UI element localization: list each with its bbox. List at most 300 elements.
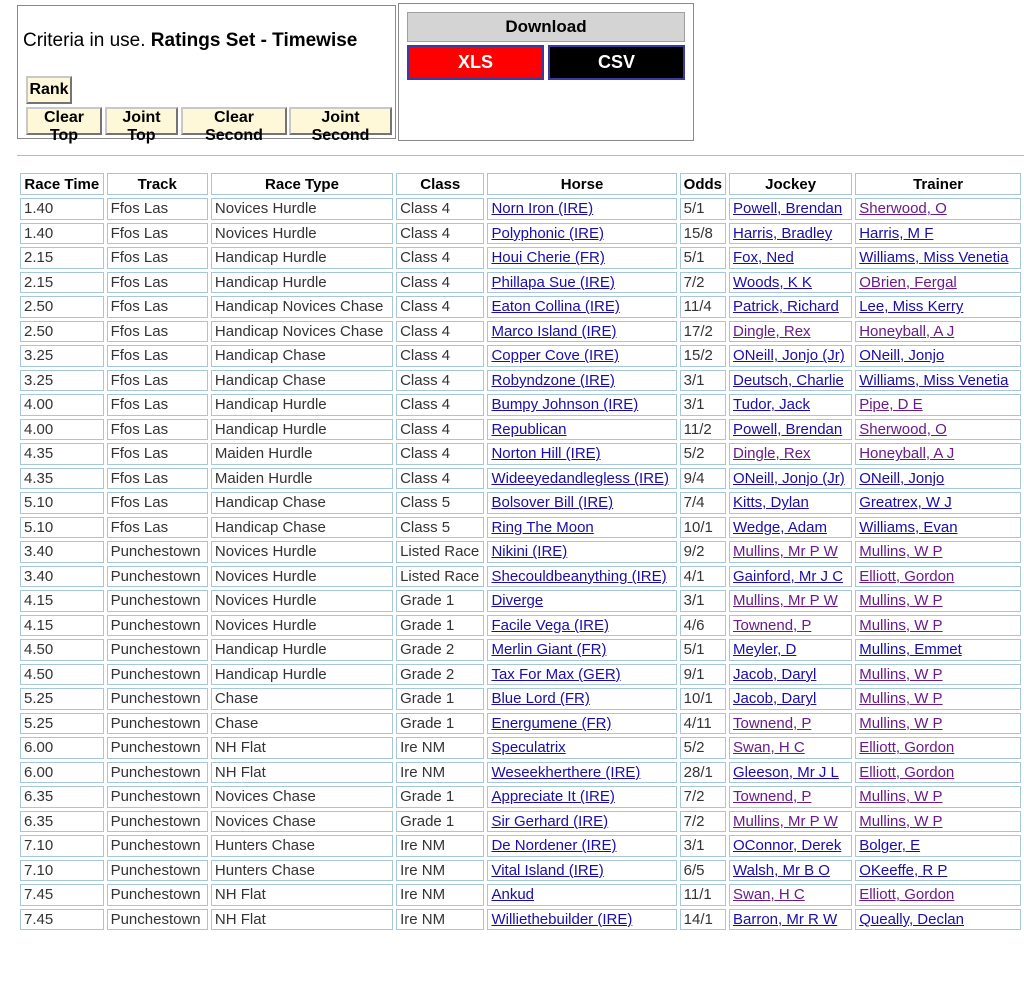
race-type-cell: Hunters Chase <box>211 835 393 857</box>
trainer-cell <box>855 884 1021 906</box>
trainer-link[interactable]: Mullins, W P <box>859 690 943 708</box>
table-row <box>20 566 1021 588</box>
jockey-cell <box>729 272 852 294</box>
trainer-link[interactable]: Mullins, W P <box>859 665 943 683</box>
trainer-link[interactable]: Mullins, W P <box>859 616 943 634</box>
trainer-link[interactable]: OBrien, Fergal <box>859 273 957 291</box>
jockey-cell <box>729 247 852 269</box>
race-type-cell: Chase <box>211 713 393 735</box>
track-cell: Ffos Las <box>107 517 208 539</box>
jockey-link[interactable]: Deutsch, Charlie <box>733 371 844 389</box>
race-time-cell: 5.25 <box>20 713 104 735</box>
class-cell: Ire NM <box>396 835 484 857</box>
horse-link[interactable]: Shecouldbeanything (IRE) <box>491 567 667 585</box>
horse-cell <box>487 443 676 465</box>
trainer-cell <box>855 198 1021 220</box>
jockey-link[interactable]: Patrick, Richard <box>733 298 839 316</box>
table-row <box>20 272 1021 294</box>
jockey-link[interactable]: Mullins, Mr P W <box>733 592 838 610</box>
race-type-cell: Handicap Chase <box>211 345 393 367</box>
trainer-link[interactable]: Williams, Evan <box>859 518 958 536</box>
odds-cell: 5/1 <box>680 639 726 661</box>
race-time-cell: 4.00 <box>20 394 104 416</box>
track-cell: Ffos Las <box>107 345 208 367</box>
jockey-cell <box>729 590 852 612</box>
race-time-cell: 1.40 <box>20 198 104 220</box>
horse-cell <box>487 296 676 318</box>
horse-link[interactable]: Appreciate It (IRE) <box>491 788 615 806</box>
trainer-cell <box>855 762 1021 784</box>
horse-cell <box>487 664 676 686</box>
track-cell: Ffos Las <box>107 272 208 294</box>
jockey-cell <box>729 860 852 882</box>
race-type-cell: Handicap Hurdle <box>211 664 393 686</box>
race-type-cell: Handicap Novices Chase <box>211 321 393 343</box>
trainer-cell <box>855 370 1021 392</box>
horse-link[interactable]: Bumpy Johnson (IRE) <box>491 396 639 414</box>
trainer-link[interactable]: Lee, Miss Kerry <box>859 298 964 316</box>
horse-link[interactable]: Ring The Moon <box>491 518 594 536</box>
jockey-cell <box>729 688 852 710</box>
trainer-cell <box>855 664 1021 686</box>
class-cell: Class 4 <box>396 394 484 416</box>
horse-link[interactable]: Nikini (IRE) <box>491 543 568 561</box>
horse-link[interactable]: Norton Hill (IRE) <box>491 445 601 463</box>
class-cell: Class 4 <box>396 345 484 367</box>
jockey-link[interactable]: Townend, P <box>733 616 812 634</box>
race-type-cell: Handicap Chase <box>211 492 393 514</box>
csv-download-button[interactable]: CSV <box>548 45 685 80</box>
trainer-link[interactable]: Mullins, W P <box>859 788 943 806</box>
jockey-link[interactable]: ONeill, Jonjo (Jr) <box>733 347 845 365</box>
trainer-link[interactable]: Mullins, W P <box>859 592 943 610</box>
track-cell: Punchestown <box>107 884 208 906</box>
jockey-link[interactable]: Townend, P <box>733 714 812 732</box>
class-cell: Ire NM <box>396 909 484 931</box>
race-type-cell: Chase <box>211 688 393 710</box>
jockey-link[interactable]: ONeill, Jonjo (Jr) <box>733 469 845 487</box>
horse-link[interactable]: Houi Cherie (FR) <box>491 249 605 267</box>
jockey-link[interactable]: Meyler, D <box>733 641 797 659</box>
trainer-link[interactable]: Honeyball, A J <box>859 445 955 463</box>
track-cell: Punchestown <box>107 786 208 808</box>
trainer-cell <box>855 272 1021 294</box>
horse-cell <box>487 468 676 490</box>
class-cell: Class 4 <box>396 223 484 245</box>
jockey-link[interactable]: Fox, Ned <box>733 249 794 267</box>
jockey-cell <box>729 443 852 465</box>
race-time-cell: 3.40 <box>20 566 104 588</box>
race-time-cell: 5.25 <box>20 688 104 710</box>
class-cell: Ire NM <box>396 860 484 882</box>
table-row <box>20 345 1021 367</box>
clear-second-button[interactable]: Clear Second <box>181 107 287 135</box>
trainer-link[interactable]: Mullins, W P <box>859 812 943 830</box>
horse-cell <box>487 909 676 931</box>
jockey-link[interactable]: Woods, K K <box>733 273 812 291</box>
track-cell: Punchestown <box>107 664 208 686</box>
trainer-cell <box>855 590 1021 612</box>
table-row <box>20 909 1021 931</box>
trainer-link[interactable]: Honeyball, A J <box>859 322 955 340</box>
odds-cell: 4/6 <box>680 615 726 637</box>
jockey-link[interactable]: OConnor, Derek <box>733 837 842 855</box>
table-row <box>20 492 1021 514</box>
race-time-cell: 3.25 <box>20 345 104 367</box>
jockey-cell <box>729 517 852 539</box>
table-row <box>20 811 1021 833</box>
race-type-cell: NH Flat <box>211 737 393 759</box>
jockey-link[interactable]: Townend, P <box>733 788 812 806</box>
trainer-cell <box>855 345 1021 367</box>
horse-cell <box>487 737 676 759</box>
horse-cell <box>487 247 676 269</box>
horse-link[interactable]: Ankud <box>491 886 535 904</box>
table-row <box>20 615 1021 637</box>
rank-button[interactable]: Rank <box>26 76 72 104</box>
race-time-cell: 1.40 <box>20 223 104 245</box>
jockey-link[interactable]: Tudor, Jack <box>733 396 810 414</box>
race-type-cell: Novices Hurdle <box>211 615 393 637</box>
odds-cell: 11/2 <box>680 419 726 441</box>
trainer-cell <box>855 713 1021 735</box>
odds-cell: 9/2 <box>680 541 726 563</box>
table-row <box>20 713 1021 735</box>
odds-cell: 11/1 <box>680 884 726 906</box>
jockey-link[interactable]: Jacob, Daryl <box>733 665 817 683</box>
class-cell: Class 5 <box>396 517 484 539</box>
race-time-cell: 7.10 <box>20 835 104 857</box>
horse-cell <box>487 517 676 539</box>
table-row <box>20 198 1021 220</box>
jockey-cell <box>729 345 852 367</box>
divider <box>17 155 1024 156</box>
clear-top-button[interactable]: Clear Top <box>26 107 102 135</box>
horse-link[interactable]: Merlin Giant (FR) <box>491 641 607 659</box>
trainer-link[interactable]: Mullins, W P <box>859 714 943 732</box>
xls-download-button[interactable]: XLS <box>407 45 544 80</box>
horse-link[interactable]: Copper Cove (IRE) <box>491 347 620 365</box>
trainer-link[interactable]: OKeeffe, R P <box>859 861 948 879</box>
jockey-link[interactable]: Powell, Brendan <box>733 200 843 218</box>
jockey-link[interactable]: Dingle, Rex <box>733 445 811 463</box>
race-type-cell: Handicap Novices Chase <box>211 296 393 318</box>
odds-cell: 3/1 <box>680 370 726 392</box>
trainer-cell <box>855 223 1021 245</box>
horse-cell <box>487 394 676 416</box>
header-trainer: Trainer <box>855 173 1021 195</box>
table-row <box>20 786 1021 808</box>
class-cell: Grade 1 <box>396 590 484 612</box>
table-header-row <box>20 173 1021 195</box>
horse-link[interactable]: Tax For Max (GER) <box>491 665 621 683</box>
trainer-cell <box>855 786 1021 808</box>
horse-link[interactable]: Republican <box>491 420 567 438</box>
race-time-cell: 7.45 <box>20 884 104 906</box>
horse-link[interactable]: Vital Island (IRE) <box>491 861 604 879</box>
trainer-link[interactable]: Greatrex, W J <box>859 494 952 512</box>
race-time-cell: 2.15 <box>20 272 104 294</box>
race-type-cell: Novices Chase <box>211 811 393 833</box>
horse-cell <box>487 321 676 343</box>
race-type-cell: Novices Chase <box>211 786 393 808</box>
trainer-cell <box>855 419 1021 441</box>
race-type-cell: Handicap Hurdle <box>211 272 393 294</box>
track-cell: Ffos Las <box>107 370 208 392</box>
race-type-cell: Handicap Hurdle <box>211 247 393 269</box>
header-race-time: Race Time <box>20 173 104 195</box>
joint-second-button[interactable]: Joint Second <box>289 107 392 135</box>
odds-cell: 4/1 <box>680 566 726 588</box>
jockey-cell <box>729 811 852 833</box>
class-cell: Class 4 <box>396 296 484 318</box>
track-cell: Punchestown <box>107 566 208 588</box>
table-row <box>20 517 1021 539</box>
horse-link[interactable]: Eaton Collina (IRE) <box>491 298 620 316</box>
race-time-cell: 5.10 <box>20 517 104 539</box>
jockey-link[interactable]: Harris, Bradley <box>733 224 833 242</box>
table-row <box>20 394 1021 416</box>
jockey-cell <box>729 492 852 514</box>
table-body <box>20 198 1021 930</box>
trainer-link[interactable]: Sherwood, O <box>859 420 947 438</box>
table-row <box>20 664 1021 686</box>
download-title: Download <box>407 12 685 42</box>
jockey-link[interactable]: Swan, H C <box>733 739 805 757</box>
trainer-link[interactable]: Queally, Declan <box>859 910 964 928</box>
track-cell: Punchestown <box>107 688 208 710</box>
horse-cell <box>487 590 676 612</box>
odds-cell: 3/1 <box>680 394 726 416</box>
jockey-link[interactable]: Mullins, Mr P W <box>733 812 838 830</box>
race-time-cell: 4.50 <box>20 664 104 686</box>
horse-link[interactable]: Energumene (FR) <box>491 714 612 732</box>
horse-link[interactable]: Blue Lord (FR) <box>491 690 590 708</box>
horse-link[interactable]: Phillapa Sue (IRE) <box>491 273 615 291</box>
jockey-link[interactable]: Swan, H C <box>733 886 805 904</box>
jockey-cell <box>729 566 852 588</box>
horse-cell <box>487 541 676 563</box>
jockey-link[interactable]: Walsh, Mr B O <box>733 861 830 879</box>
jockey-link[interactable]: Gainford, Mr J C <box>733 567 844 585</box>
horse-cell <box>487 811 676 833</box>
horse-link[interactable]: Norn Iron (IRE) <box>491 200 594 218</box>
class-cell: Grade 2 <box>396 664 484 686</box>
jockey-cell <box>729 419 852 441</box>
class-cell: Class 4 <box>396 321 484 343</box>
horse-link[interactable]: Marco Island (IRE) <box>491 322 617 340</box>
race-time-cell: 4.35 <box>20 468 104 490</box>
odds-cell: 9/1 <box>680 664 726 686</box>
race-time-cell: 4.15 <box>20 615 104 637</box>
table-row <box>20 419 1021 441</box>
trainer-link[interactable]: Williams, Miss Venetia <box>859 371 1009 389</box>
class-cell: Ire NM <box>396 762 484 784</box>
horse-cell <box>487 566 676 588</box>
horse-cell <box>487 835 676 857</box>
race-type-cell: Handicap Hurdle <box>211 419 393 441</box>
race-time-cell: 2.50 <box>20 321 104 343</box>
jockey-link[interactable]: Powell, Brendan <box>733 420 843 438</box>
horse-cell <box>487 860 676 882</box>
race-time-cell: 6.00 <box>20 737 104 759</box>
race-time-cell: 4.15 <box>20 590 104 612</box>
trainer-link[interactable]: Pipe, D E <box>859 396 923 414</box>
jockey-link[interactable]: Dingle, Rex <box>733 322 811 340</box>
race-time-cell: 6.35 <box>20 786 104 808</box>
track-cell: Punchestown <box>107 737 208 759</box>
trainer-cell <box>855 639 1021 661</box>
horse-link[interactable]: De Nordener (IRE) <box>491 837 617 855</box>
race-type-cell: Novices Hurdle <box>211 590 393 612</box>
odds-cell: 17/2 <box>680 321 726 343</box>
race-type-cell: Handicap Chase <box>211 370 393 392</box>
race-type-cell: NH Flat <box>211 884 393 906</box>
horse-link[interactable]: Williethebuilder (IRE) <box>491 910 633 928</box>
horse-cell <box>487 639 676 661</box>
odds-cell: 5/1 <box>680 247 726 269</box>
trainer-link[interactable]: Mullins, W P <box>859 543 943 561</box>
track-cell: Punchestown <box>107 860 208 882</box>
table-row <box>20 590 1021 612</box>
criteria-panel <box>17 5 396 144</box>
header-class: Class <box>396 173 484 195</box>
horse-link[interactable]: Diverge <box>491 592 544 610</box>
race-type-cell: Maiden Hurdle <box>211 468 393 490</box>
class-cell: Grade 1 <box>396 688 484 710</box>
jockey-cell <box>729 394 852 416</box>
track-cell: Ffos Las <box>107 394 208 416</box>
trainer-link[interactable]: Bolger, E <box>859 837 921 855</box>
horse-link[interactable]: Robyndzone (IRE) <box>491 371 615 389</box>
trainer-cell <box>855 517 1021 539</box>
horse-cell <box>487 419 676 441</box>
horse-link[interactable]: Wideeyedandlegless (IRE) <box>491 469 670 487</box>
horse-link[interactable]: Speculatrix <box>491 739 566 757</box>
track-cell: Ffos Las <box>107 468 208 490</box>
track-cell: Ffos Las <box>107 296 208 318</box>
track-cell: Punchestown <box>107 762 208 784</box>
jockey-link[interactable]: Kitts, Dylan <box>733 494 809 512</box>
horse-link[interactable]: Bolsover Bill (IRE) <box>491 494 614 512</box>
trainer-link[interactable]: Elliott, Gordon <box>859 763 955 781</box>
track-cell: Ffos Las <box>107 198 208 220</box>
horse-link[interactable]: Facile Vega (IRE) <box>491 616 610 634</box>
race-type-cell: NH Flat <box>211 762 393 784</box>
trainer-cell <box>855 468 1021 490</box>
class-cell: Grade 2 <box>396 639 484 661</box>
jockey-link[interactable]: Mullins, Mr P W <box>733 543 838 561</box>
odds-cell: 5/1 <box>680 198 726 220</box>
class-cell: Grade 1 <box>396 713 484 735</box>
odds-cell: 7/2 <box>680 811 726 833</box>
odds-cell: 6/5 <box>680 860 726 882</box>
table-row <box>20 835 1021 857</box>
download-panel <box>398 3 694 141</box>
trainer-cell <box>855 541 1021 563</box>
jockey-link[interactable]: Wedge, Adam <box>733 518 827 536</box>
odds-cell: 14/1 <box>680 909 726 931</box>
jockey-link[interactable]: Gleeson, Mr J L <box>733 763 839 781</box>
jockey-cell <box>729 615 852 637</box>
jockey-link[interactable]: Barron, Mr R W <box>733 910 838 928</box>
track-cell: Punchestown <box>107 811 208 833</box>
trainer-link[interactable]: ONeill, Jonjo <box>859 347 945 365</box>
class-cell: Class 4 <box>396 272 484 294</box>
race-type-cell: Novices Hurdle <box>211 198 393 220</box>
header-odds: Odds <box>680 173 726 195</box>
track-cell: Punchestown <box>107 541 208 563</box>
horse-link[interactable]: Polyphonic (IRE) <box>491 224 605 242</box>
race-time-cell: 3.25 <box>20 370 104 392</box>
class-cell: Class 4 <box>396 247 484 269</box>
trainer-cell <box>855 443 1021 465</box>
race-type-cell: Novices Hurdle <box>211 566 393 588</box>
jockey-cell <box>729 835 852 857</box>
trainer-link[interactable]: Elliott, Gordon <box>859 886 955 904</box>
trainer-cell <box>855 909 1021 931</box>
jockey-link[interactable]: Jacob, Daryl <box>733 690 817 708</box>
trainer-cell <box>855 737 1021 759</box>
race-time-cell: 4.00 <box>20 419 104 441</box>
joint-top-button[interactable]: Joint Top <box>105 107 178 135</box>
horse-link[interactable]: Weseekherthere (IRE) <box>491 763 641 781</box>
table-row <box>20 884 1021 906</box>
trainer-cell <box>855 566 1021 588</box>
track-cell: Ffos Las <box>107 492 208 514</box>
jockey-cell <box>729 909 852 931</box>
trainer-link[interactable]: Elliott, Gordon <box>859 739 955 757</box>
horse-cell <box>487 492 676 514</box>
trainer-link[interactable]: Williams, Miss Venetia <box>859 249 1009 267</box>
table-row <box>20 639 1021 661</box>
class-cell: Listed Race <box>396 566 484 588</box>
horse-cell <box>487 688 676 710</box>
track-cell: Punchestown <box>107 590 208 612</box>
trainer-link[interactable]: Mullins, Emmet <box>859 641 962 659</box>
odds-cell: 10/1 <box>680 688 726 710</box>
table-row <box>20 762 1021 784</box>
jockey-cell <box>729 762 852 784</box>
race-type-cell: Novices Hurdle <box>211 541 393 563</box>
trainer-link[interactable]: Harris, M F <box>859 224 934 242</box>
jockey-cell <box>729 321 852 343</box>
race-type-cell: Handicap Chase <box>211 517 393 539</box>
horse-link[interactable]: Sir Gerhard (IRE) <box>491 812 609 830</box>
class-cell: Grade 1 <box>396 786 484 808</box>
table-row <box>20 541 1021 563</box>
jockey-cell <box>729 198 852 220</box>
trainer-cell <box>855 394 1021 416</box>
trainer-link[interactable]: Sherwood, O <box>859 200 947 218</box>
jockey-cell <box>729 468 852 490</box>
track-cell: Punchestown <box>107 835 208 857</box>
class-cell: Class 4 <box>396 443 484 465</box>
race-time-cell: 2.50 <box>20 296 104 318</box>
trainer-cell <box>855 296 1021 318</box>
race-type-cell: Handicap Hurdle <box>211 639 393 661</box>
table-row <box>20 321 1021 343</box>
odds-cell: 9/4 <box>680 468 726 490</box>
trainer-link[interactable]: ONeill, Jonjo <box>859 469 945 487</box>
trainer-link[interactable]: Elliott, Gordon <box>859 567 955 585</box>
track-cell: Punchestown <box>107 909 208 931</box>
horse-cell <box>487 713 676 735</box>
header-horse: Horse <box>487 173 676 195</box>
class-cell: Class 4 <box>396 370 484 392</box>
class-cell: Grade 1 <box>396 615 484 637</box>
track-cell: Punchestown <box>107 713 208 735</box>
